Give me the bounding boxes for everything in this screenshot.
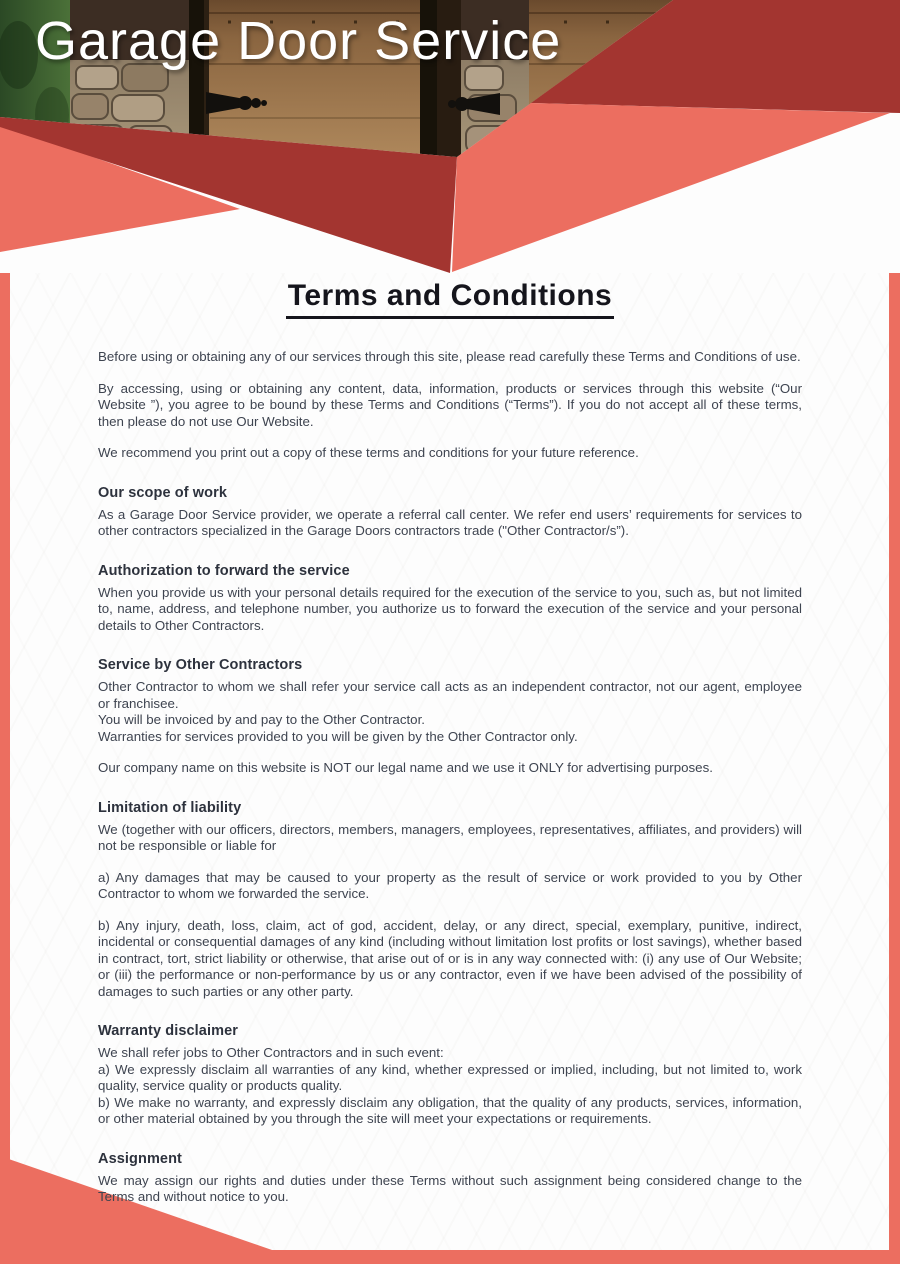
section-heading: Authorization to forward the service bbox=[98, 562, 350, 579]
paragraph: Other Contractor to whom we shall refer your service call acts as an independent contractor, not our agent, employee or franchisee. bbox=[98, 679, 802, 711]
paragraph: b) Any injury, death, loss, claim, act of god, accident, delay, or any direct, special, exemplary, punitive, indirect, incidental or consequential damages of any kind (including without limitation lost profits or lost savings), whether based in contract, tort, strict liability or otherwise, that arise out of or is in any way connected with: (i) any use of Our Website; or (iii) the performance or non-performance by us or any contractor, even if we have been advised of the possibility of damages to such parties or any other party. bbox=[98, 917, 802, 999]
paragraph: By accessing, using or obtaining any content, data, information, products or services through this website (“Our Website ”), you agree to be bound by these Terms and Conditions (“Terms”). If you do not accept all of these terms, then please do not use Our Website. bbox=[98, 380, 802, 429]
terms-heading: Terms and Conditions bbox=[286, 279, 614, 319]
paragraph: Our company name on this website is NOT our legal name and we use it ONLY for advertising purposes. bbox=[98, 760, 713, 775]
section-heading: Warranty disclaimer bbox=[98, 1023, 238, 1039]
paragraph: As a Garage Door Service provider, we operate a referral call center. We refer end users’ requirements for services to other contractors specialized in the Garage Doors contractors trade ("Other Contractor/s”). bbox=[98, 506, 802, 538]
section-heading: Assignment bbox=[98, 1150, 182, 1167]
terms-section bbox=[98, 563, 802, 635]
paragraph: When you provide us with your personal details required for the execution of the service to you, such as, but not limited to, name, address, and telephone number, you authorize us to forward the execution of the service and your personal details to Other Contractors. bbox=[98, 584, 802, 633]
paragraph: We recommend you print out a copy of these terms and conditions for your future reference. bbox=[98, 445, 639, 460]
terms-document bbox=[0, 279, 900, 1206]
paragraph: a) We expressly disclaim all warranties of any kind, whether expressed or implied, including, but not limited to, work quality, service quality or products quality. bbox=[98, 1061, 802, 1093]
hero-banner bbox=[0, 0, 900, 273]
terms-section bbox=[98, 1151, 802, 1206]
section-heading: Service by Other Contractors bbox=[98, 657, 303, 673]
section-heading: Limitation of liability bbox=[98, 799, 242, 816]
terms-sections bbox=[98, 349, 802, 1206]
bottom-stripe bbox=[0, 1250, 900, 1264]
section-heading: Our scope of work bbox=[98, 484, 227, 501]
terms-section bbox=[98, 800, 802, 1001]
paragraph: Warranties for services provided to you will be given by the Other Contractor only. bbox=[98, 728, 578, 744]
terms-section bbox=[98, 485, 802, 540]
paragraph: b) We make no warranty, and expressly disclaim any obligation, that the quality of any products, services, information, or other material obtained by you through the site will meet your expectations or requirements. bbox=[98, 1094, 802, 1126]
paragraph: a) Any damages that may be caused to your property as the result of service or work provided to you by Other Contractor to whom we forwarded the service. bbox=[98, 869, 802, 901]
paragraph: We (together with our officers, directors, members, managers, employees, representatives, affiliates, and providers) will not be responsible or liable for bbox=[98, 821, 802, 853]
terms-section bbox=[98, 349, 802, 462]
paragraph: We shall refer jobs to Other Contractors and in such event: bbox=[98, 1045, 444, 1060]
paragraph: We may assign our rights and duties under these Terms without such assignment being considered change to the Terms and without notice to you. bbox=[98, 1172, 802, 1204]
paragraph: Before using or obtaining any of our services through this site, please read carefully these Terms and Conditions of use. bbox=[98, 349, 801, 364]
terms-section bbox=[98, 657, 802, 777]
site-title: Garage Door Service bbox=[35, 11, 562, 71]
terms-section bbox=[98, 1023, 802, 1128]
paragraph: You will be invoiced by and pay to the Other Contractor. bbox=[98, 712, 425, 727]
